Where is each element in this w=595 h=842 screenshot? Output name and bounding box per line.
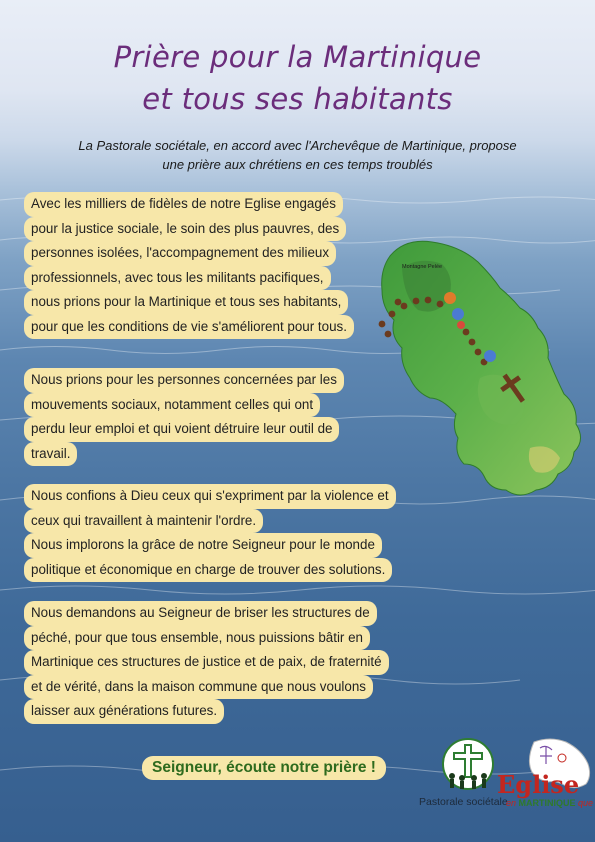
text-line: péché, pour que tous ensemble, nous puissions bâtir en	[24, 626, 370, 651]
text-line: travail.	[24, 442, 77, 467]
pastorale-label: Pastorale sociétale	[419, 796, 508, 808]
text-line: Nous prions pour les personnes concernées par les	[24, 368, 344, 393]
title-line-2: et tous ses habitants	[142, 82, 453, 116]
text-line: nous prions pour la Martinique et tous ses habitants,	[24, 290, 348, 315]
text-line: laisser aux générations futures.	[24, 699, 224, 724]
eglise-sub-main: MARTINIQUE	[518, 798, 576, 808]
prayer-paragraph-2	[24, 368, 344, 466]
eglise-logo-subtitle	[506, 798, 593, 808]
prayer-paragraph-3	[24, 484, 396, 582]
map-label: Montagne Pelée	[402, 264, 443, 270]
text-line: politique et économique en charge de trouver des solutions.	[24, 558, 392, 583]
text-line: Martinique ces structures de justice et de paix, de fraternité	[24, 650, 389, 675]
text-line: Nous confions à Dieu ceux qui s'expriment par la violence et	[24, 484, 396, 509]
text-line: ceux qui travaillent à maintenir l'ordre.	[24, 509, 263, 534]
title-line-1: Prière pour la Martinique	[113, 40, 482, 74]
text-line: et de vérité, dans la maison commune que nous voulons	[24, 675, 373, 700]
bead-blue	[452, 308, 464, 320]
text-line: Nous implorons la grâce de notre Seigneur pour le monde	[24, 533, 382, 558]
subtitle	[30, 136, 565, 174]
bead-orange	[444, 292, 456, 304]
text-line: personnes isolées, l'accompagnement des milieux	[24, 241, 336, 266]
text-line: pour la justice sociale, le soin des plus pauvres, des	[24, 217, 346, 242]
subtitle-line-2: une prière aux chrétiens en ces temps troublés	[162, 157, 433, 172]
bead-blue-2	[484, 350, 496, 362]
text-line: professionnels, avec tous les militants pacifiques,	[24, 266, 331, 291]
text-line: Avec les milliers de fidèles de notre Eglise engagés	[24, 192, 343, 217]
martinique-map-with-rosary-icon	[360, 228, 595, 510]
text-line: pour que les conditions de vie s'améliorent pour tous.	[24, 315, 354, 340]
eglise-sub-suffix: que	[578, 798, 594, 808]
prayer-paragraph-4	[24, 601, 389, 724]
subtitle-line-1: La Pastorale sociétale, en accord avec l'Archevêque de Martinique, propose	[78, 138, 517, 153]
closing-prayer: Seigneur, écoute notre prière !	[142, 756, 386, 780]
page-title	[0, 36, 595, 120]
prayer-paragraph-1	[24, 192, 354, 339]
text-line: perdu leur emploi et qui voient détruire leur outil de	[24, 417, 339, 442]
text-line: mouvements sociaux, notamment celles qui ont	[24, 393, 320, 418]
pastorale-societale-logo	[438, 736, 498, 794]
eglise-sub-prefix: en	[506, 798, 517, 808]
eglise-logo-word: Eglise	[497, 770, 580, 799]
text-line: Nous demandons au Seigneur de briser les structures de	[24, 601, 377, 626]
